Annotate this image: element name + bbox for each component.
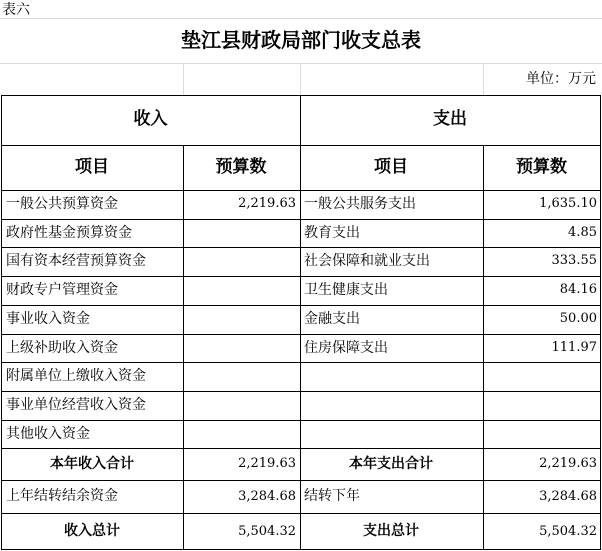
expense-total-value: 5,504.32 — [539, 524, 597, 539]
expense-header: 支出 — [433, 109, 467, 129]
gridline — [0, 63, 602, 64]
income-item-label: 其他收入资金 — [6, 425, 90, 442]
expense-item-value: 333.55 — [551, 253, 597, 269]
expense-item-label: 社会保障和就业支出 — [304, 253, 430, 270]
income-item-label: 一般公共预算资金 — [6, 196, 118, 212]
table-border-horizontal — [1, 334, 601, 335]
income-header: 收入 — [133, 109, 168, 129]
expense-item-label: 金融支出 — [304, 310, 360, 327]
expense-subtotal-value: 2,219.63 — [539, 456, 597, 471]
table-border-horizontal — [1, 247, 601, 248]
expense-item-label: 住房保障支出 — [304, 339, 388, 356]
expense-budget-col-header: 预算数 — [516, 157, 567, 177]
income-item-label: 事业单位经营收入资金 — [6, 396, 146, 413]
gridline — [300, 63, 301, 95]
income-budget-col-header: 预算数 — [215, 157, 267, 177]
table-border-horizontal — [1, 305, 601, 306]
income-item-label: 政府性基金预算资金 — [6, 224, 132, 241]
expense-item-value: 1,635.10 — [539, 196, 597, 211]
table-label: 表六 — [2, 2, 30, 18]
income-total-label: 收入总计 — [64, 523, 120, 539]
expense-total-label: 支出总计 — [363, 523, 419, 539]
table-border-horizontal — [1, 513, 601, 514]
expense-item-value: 50.00 — [559, 310, 597, 326]
income-item-col-header: 项目 — [75, 157, 109, 177]
expense-item-value: 111.97 — [551, 339, 597, 355]
expense-item-value: 84.16 — [559, 282, 597, 298]
table-border-horizontal — [1, 420, 601, 421]
table-border-horizontal — [1, 145, 601, 146]
income-item-label: 国有资本经营预算资金 — [6, 253, 146, 270]
expense-item-label: 一般公共服务支出 — [304, 196, 416, 212]
income-total-value: 5,504.32 — [238, 524, 296, 539]
income-item-value: 2,219.63 — [238, 196, 296, 211]
gridline — [483, 63, 484, 95]
table-border-horizontal — [1, 95, 601, 96]
table-border-horizontal — [1, 549, 601, 550]
income-item-label: 事业收入资金 — [6, 310, 90, 327]
table-border-horizontal — [1, 362, 601, 363]
table-border-horizontal — [1, 480, 601, 481]
table-border-vertical — [600, 95, 601, 550]
income-subtotal-label: 本年收入合计 — [50, 456, 134, 472]
income-carry-value: 3,284.68 — [238, 489, 296, 504]
income-carry-label: 上年结转结余资金 — [6, 488, 118, 504]
expense-carry-value: 3,284.68 — [539, 489, 597, 504]
expense-subtotal-label: 本年支出合计 — [349, 456, 433, 472]
expense-item-label: 教育支出 — [304, 224, 360, 241]
income-subtotal-value: 2,219.63 — [238, 456, 296, 471]
expense-carry-label: 结转下年 — [304, 488, 360, 504]
table-border-horizontal — [1, 276, 601, 277]
table-border-horizontal — [1, 391, 601, 392]
expense-item-value: 4.85 — [568, 224, 597, 240]
income-item-label: 上级补助收入资金 — [6, 339, 118, 356]
table-border-horizontal — [1, 448, 601, 449]
gridline — [183, 63, 184, 95]
expense-item-col-header: 项目 — [374, 157, 408, 177]
income-item-label: 附属单位上缴收入资金 — [6, 368, 146, 385]
gridline — [0, 18, 602, 19]
table-border-horizontal — [1, 190, 601, 191]
page-title: 垫江县财政局部门收支总表 — [181, 28, 421, 52]
unit-label: 单位：万元 — [526, 71, 596, 87]
table-border-horizontal — [1, 219, 601, 220]
income-item-label: 财政专户管理资金 — [6, 282, 118, 299]
expense-item-label: 卫生健康支出 — [304, 282, 388, 299]
